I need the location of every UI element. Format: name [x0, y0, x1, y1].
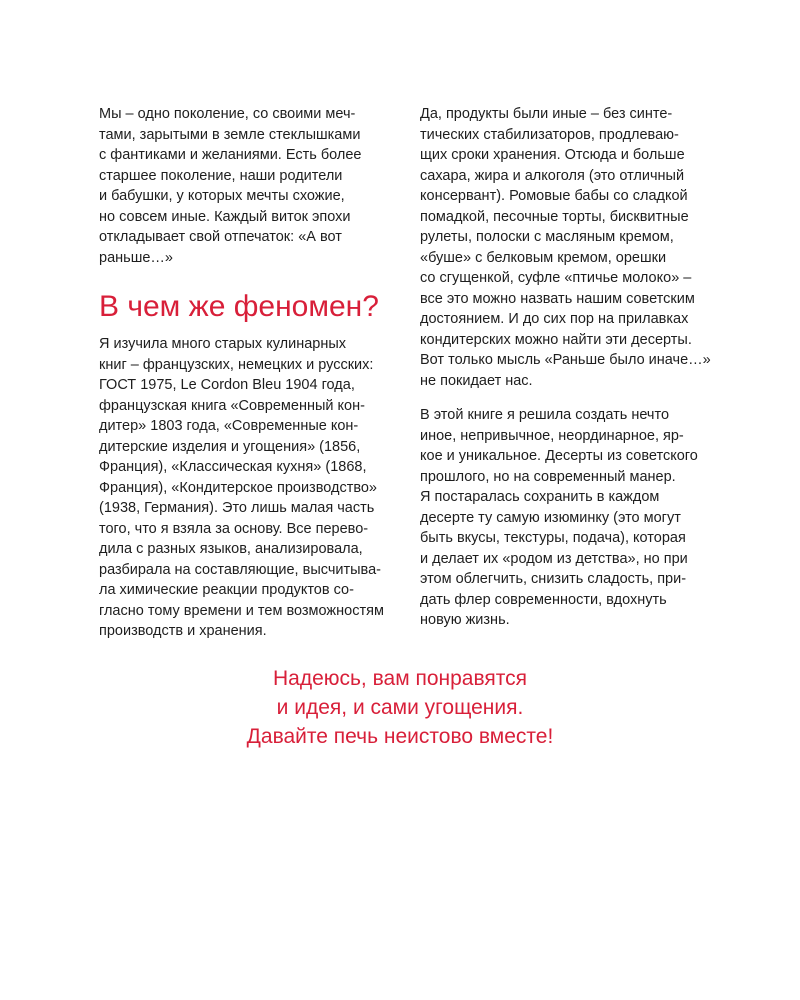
text-line: Вот только мысль «Раньше было иначе…» [420, 352, 711, 368]
text-line: быть вкусы, текстуры, подача), которая [420, 530, 686, 546]
text-line: (1938, Германия). Это лишь малая часть [99, 500, 375, 516]
text-line: разбирала на составляющие, высчитыва- [99, 561, 381, 578]
text-line: прошлого, но на современный манер. [420, 468, 676, 485]
closing-line: Давайте печь неистово вместе! [246, 725, 554, 748]
intro-paragraph [99, 104, 399, 268]
text-line: кое и уникальное. Десерты из советского [420, 448, 698, 464]
text-line: все это можно назвать нашим советским [420, 290, 695, 307]
text-line: дила с разных языков, анализировала, [99, 541, 363, 557]
text-line: десерте ту самую изюминку (это могут [420, 509, 681, 526]
text-line: Да, продукты были иные – без синте- [420, 106, 673, 122]
text-line: помадкой, песочные торты, бисквитные [420, 208, 689, 225]
text-line: раньше…» [99, 249, 173, 266]
text-line: щих сроки хранения. Отсюда и больше [420, 147, 685, 163]
text-line: Франция), «Классическая кухня» (1868, [99, 459, 367, 475]
text-line: новую жизнь. [420, 612, 510, 628]
text-line: со сгущенкой, суфле «птичье молоко» – [420, 270, 692, 286]
text-line: кондитерских можно найти эти десерты. [420, 331, 692, 348]
text-line: «буше» с белковым кремом, орешки [420, 249, 667, 266]
text-line: ГОСТ 1975, Le Cordon Bleu 1904 года, [99, 377, 355, 393]
text-line: дитерские изделия и угощения» (1856, [99, 438, 361, 455]
text-line: этом облегчить, снизить сладость, при- [420, 571, 687, 587]
text-line: того, что я взяла за основу. Все перево- [99, 520, 369, 537]
closing-message [0, 664, 800, 751]
text-line: консервант). Ромовые бабы со сладкой [420, 188, 688, 204]
text-line: дитер» 1803 года, «Современные кон- [99, 418, 359, 434]
book-goal-paragraph [420, 405, 725, 631]
text-line: но совсем иные. Каждый виток эпохи [99, 208, 351, 225]
text-line: производств и хранения. [99, 623, 267, 639]
text-line: Мы – одно поколение, со своими меч- [99, 106, 356, 122]
left-column [99, 104, 399, 642]
text-line: тических стабилизаторов, продлеваю- [420, 126, 679, 143]
text-line: с фантиками и желаниями. Есть более [99, 147, 362, 163]
closing-line: и идея, и сами угощения. [276, 696, 524, 719]
text-line: дать флер современности, вдохнуть [420, 591, 667, 608]
text-line: Я изучила много старых кулинарных [99, 336, 347, 352]
section-heading: В чем же феномен? [99, 290, 379, 323]
text-line: В этой книге я решила создать нечто [420, 407, 670, 423]
text-line: Франция), «Кондитерское производство» [99, 479, 377, 496]
text-line: книг – французских, немецких и русских: [99, 356, 374, 373]
text-line: иное, непривычное, неординарное, яр- [420, 427, 684, 444]
text-line: достоянием. И до сих пор на прилавках [420, 311, 689, 327]
text-line: гласно тому времени и тем возможностям [99, 602, 384, 619]
text-line: откладывает свой отпечаток: «А вот [99, 229, 342, 245]
closing-line: Надеюсь, вам понравятся [272, 667, 528, 690]
text-line: рулеты, полоски с масляным кремом, [420, 229, 674, 245]
text-line: французская книга «Современный кон- [99, 397, 365, 414]
text-line: и делает их «родом из детства», но при [420, 550, 688, 567]
right-column [420, 104, 725, 631]
text-line: Я постаралась сохранить в каждом [420, 489, 660, 505]
text-line: не покидает нас. [420, 372, 533, 389]
text-line: и бабушки, у которых мечты схожие, [99, 188, 345, 204]
body-paragraph [99, 334, 399, 642]
text-line: ла химические реакции продуктов со- [99, 582, 354, 598]
text-line: старшее поколение, наши родители [99, 167, 343, 184]
products-paragraph [420, 104, 725, 391]
text-line: сахара, жира и алкоголя (это отличный [420, 167, 685, 184]
text-line: тами, зарытыми в земле стеклышками [99, 126, 361, 143]
